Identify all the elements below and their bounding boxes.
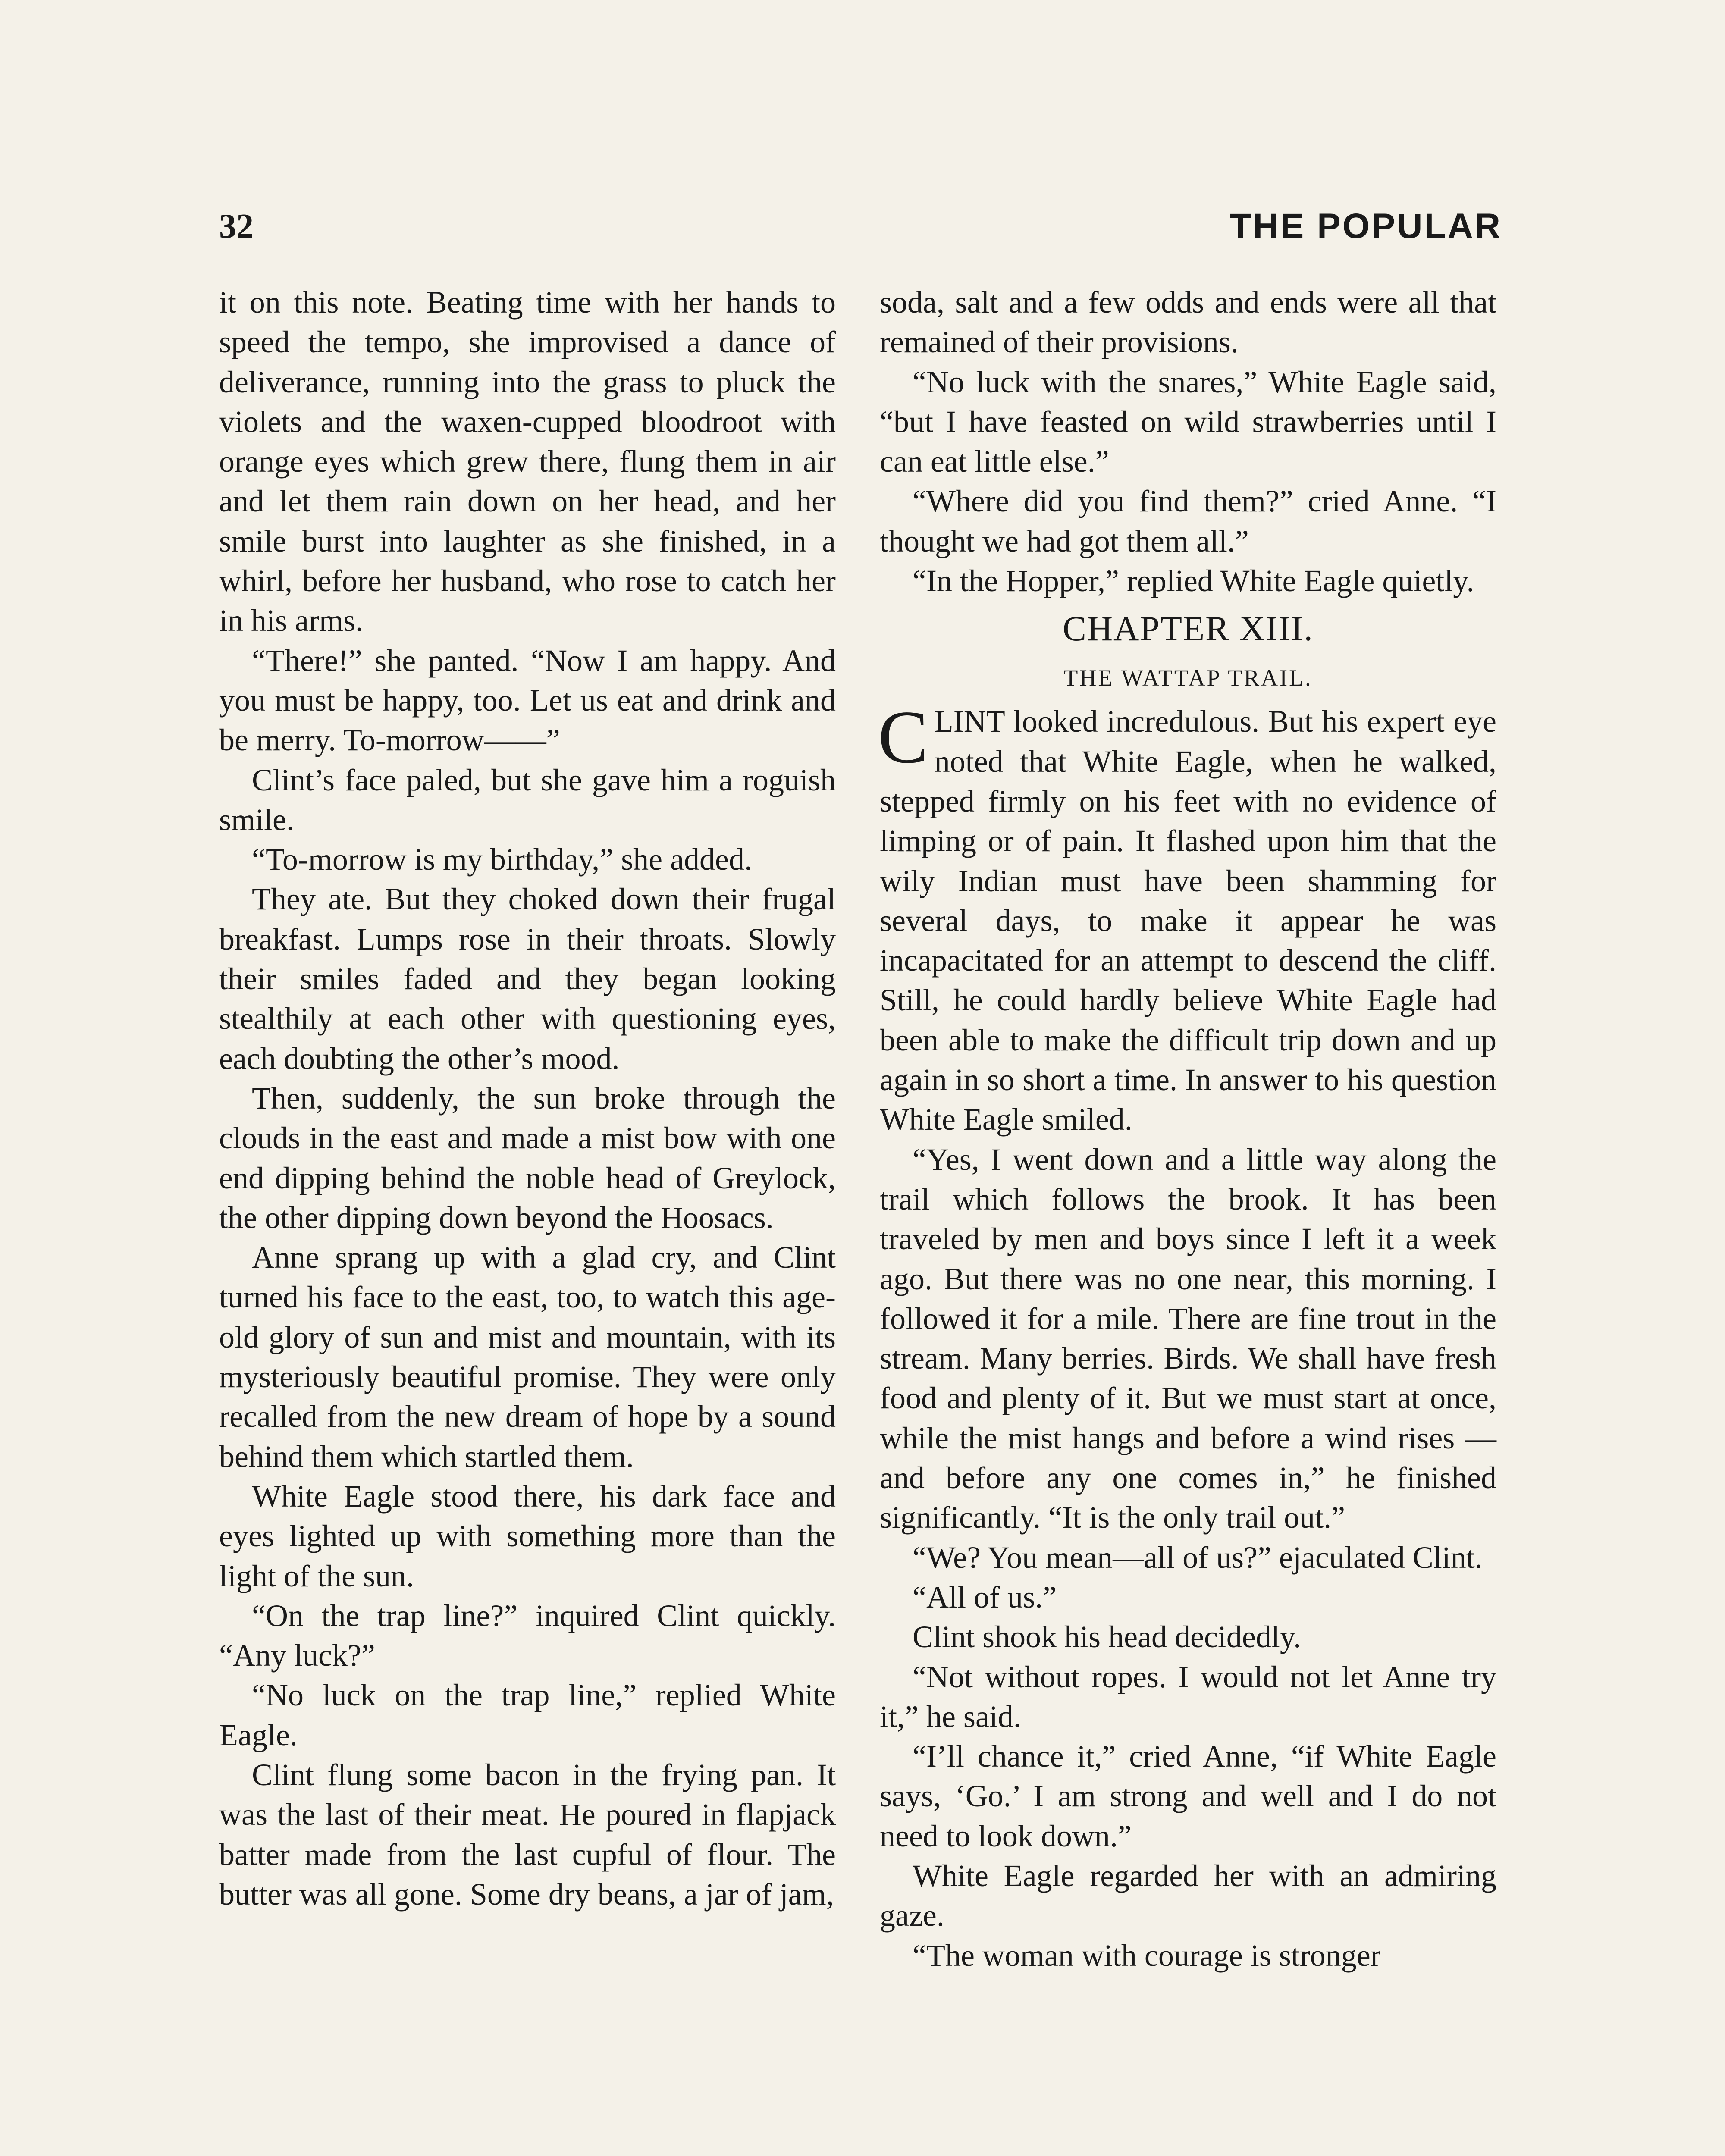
chapter-opening-paragraph xyxy=(878,695,1496,1139)
paragraph: White Eagle stood there, his dark face and eyes lighted up with something more than the light of the sun. xyxy=(219,1479,836,1593)
paragraph: Then, suddenly, the sun broke through the clouds in the east and made a mist bow with one end dipping behind the noble head of Greylock, the other dipping down beyond the Hoosacs. xyxy=(219,1081,836,1235)
drop-cap: C xyxy=(878,695,928,779)
paragraph: “No luck on the trap line,” replied White Eagle. xyxy=(219,1678,836,1752)
paragraph: White Eagle regarded her with an admiring gaze. xyxy=(880,1858,1496,1933)
paragraph: “Yes, I went down and a little way along the trail which follows the brook. It has been traveled by men and boys since I left it a week ago. But there was no one near, this morning. I followed it for a mile. There are fine trout in the stream. Many berries. Birds. We shall have fresh food and plenty of it. But we must start at once, while the mist hangs and before a wind rises —and before any one comes in,” he finished significantly. “It is the only trail out.” xyxy=(880,1142,1496,1535)
paragraph: “I’ll chance it,” cried Anne, “if White Eagle says, ‘Go.’ I am strong and well and I do not need to look down.” xyxy=(880,1739,1496,1853)
paragraph: “The woman with courage is stronger xyxy=(913,1938,1381,1973)
paragraph: it on this note. Beating time with her hands to speed the tempo, she improvised a dance of deliverance, running into the grass to pluck the violets and the waxen-cupped bloodroot with orange eyes which grew there, flung them in air and let them rain down on her head, and her smile burst into laughter as she finished, in a whirl, before her husband, who rose to catch her in his arms. xyxy=(219,285,836,638)
chapter-subtitle: THE WATTAP TRAIL. xyxy=(1063,665,1313,691)
paragraph: “In the Hopper,” replied White Eagle quietly. xyxy=(913,564,1474,599)
running-title: THE POPULAR xyxy=(1229,207,1502,246)
paragraph: “All of us.” xyxy=(913,1579,1057,1614)
paragraph-text: LINT looked incredulous. But his expert eye noted that White Eagle, when he walked, stepped firmly on his feet with no evidence of limping or of pain. It flashed upon him that the wily Indian must have been shamming for several days, to make it appear he was incapacitated for an attempt to descend the cliff. Still, he could hardly believe White Eagle had been able to make the difficult trip down and up again in so short a time. In answer to his question White Eagle smiled. xyxy=(880,704,1496,1137)
paragraph: “Not without ropes. I would not let Anne try it,” he said. xyxy=(880,1659,1496,1734)
paragraph: “To-morrow is my birthday,” she added. xyxy=(252,842,752,877)
paragraph: Clint flung some bacon in the frying pan. It was the last of their meat. He poured in flapjack batter made from the last cupful of flour. The butter was all gone. Some dry beans, a jar of jam, xyxy=(219,1757,836,1912)
left-column xyxy=(219,282,836,1914)
page-number: 32 xyxy=(219,207,254,245)
paragraph: They ate. But they choked down their frugal breakfast. Lumps rose in their throats. Slowly their smiles faded and they began looking stealthily at each other with questioning eyes, each doubting the other’s mood. xyxy=(219,882,836,1076)
paragraph: “No luck with the snares,” White Eagle said, “but I have feasted on wild strawberries until I can eat little else.” xyxy=(880,364,1496,479)
paragraph: “We? You mean—all of us?” ejaculated Clint. xyxy=(913,1540,1483,1575)
page-header xyxy=(219,203,1502,250)
paragraph: Anne sprang up with a glad cry, and Clint turned his face to the east, too, to watch this age-old glory of sun and mist and mountain, with its mysteriously beautiful promise. They were only recalled from the new dream of hope by a sound behind them which startled them. xyxy=(219,1240,836,1474)
right-column xyxy=(880,282,1496,1975)
paragraph: Clint shook his head decidedly. xyxy=(913,1620,1302,1655)
paragraph: soda, salt and a few odds and ends were all that remained of their provisions. xyxy=(880,285,1496,360)
paragraph: “On the trap line?” inquired Clint quickly. “Any luck?” xyxy=(219,1598,836,1673)
paragraph: “There!” she panted. “Now I am happy. And you must be happy, too. Let us eat and drink and be merry. To-morrow——” xyxy=(219,643,836,758)
chapter-title: CHAPTER XIII. xyxy=(1063,609,1314,649)
paragraph: “Where did you find them?” cried Anne. “I thought we had got them all.” xyxy=(880,484,1496,558)
paragraph: Clint’s face paled, but she gave him a roguish smile. xyxy=(219,762,836,837)
